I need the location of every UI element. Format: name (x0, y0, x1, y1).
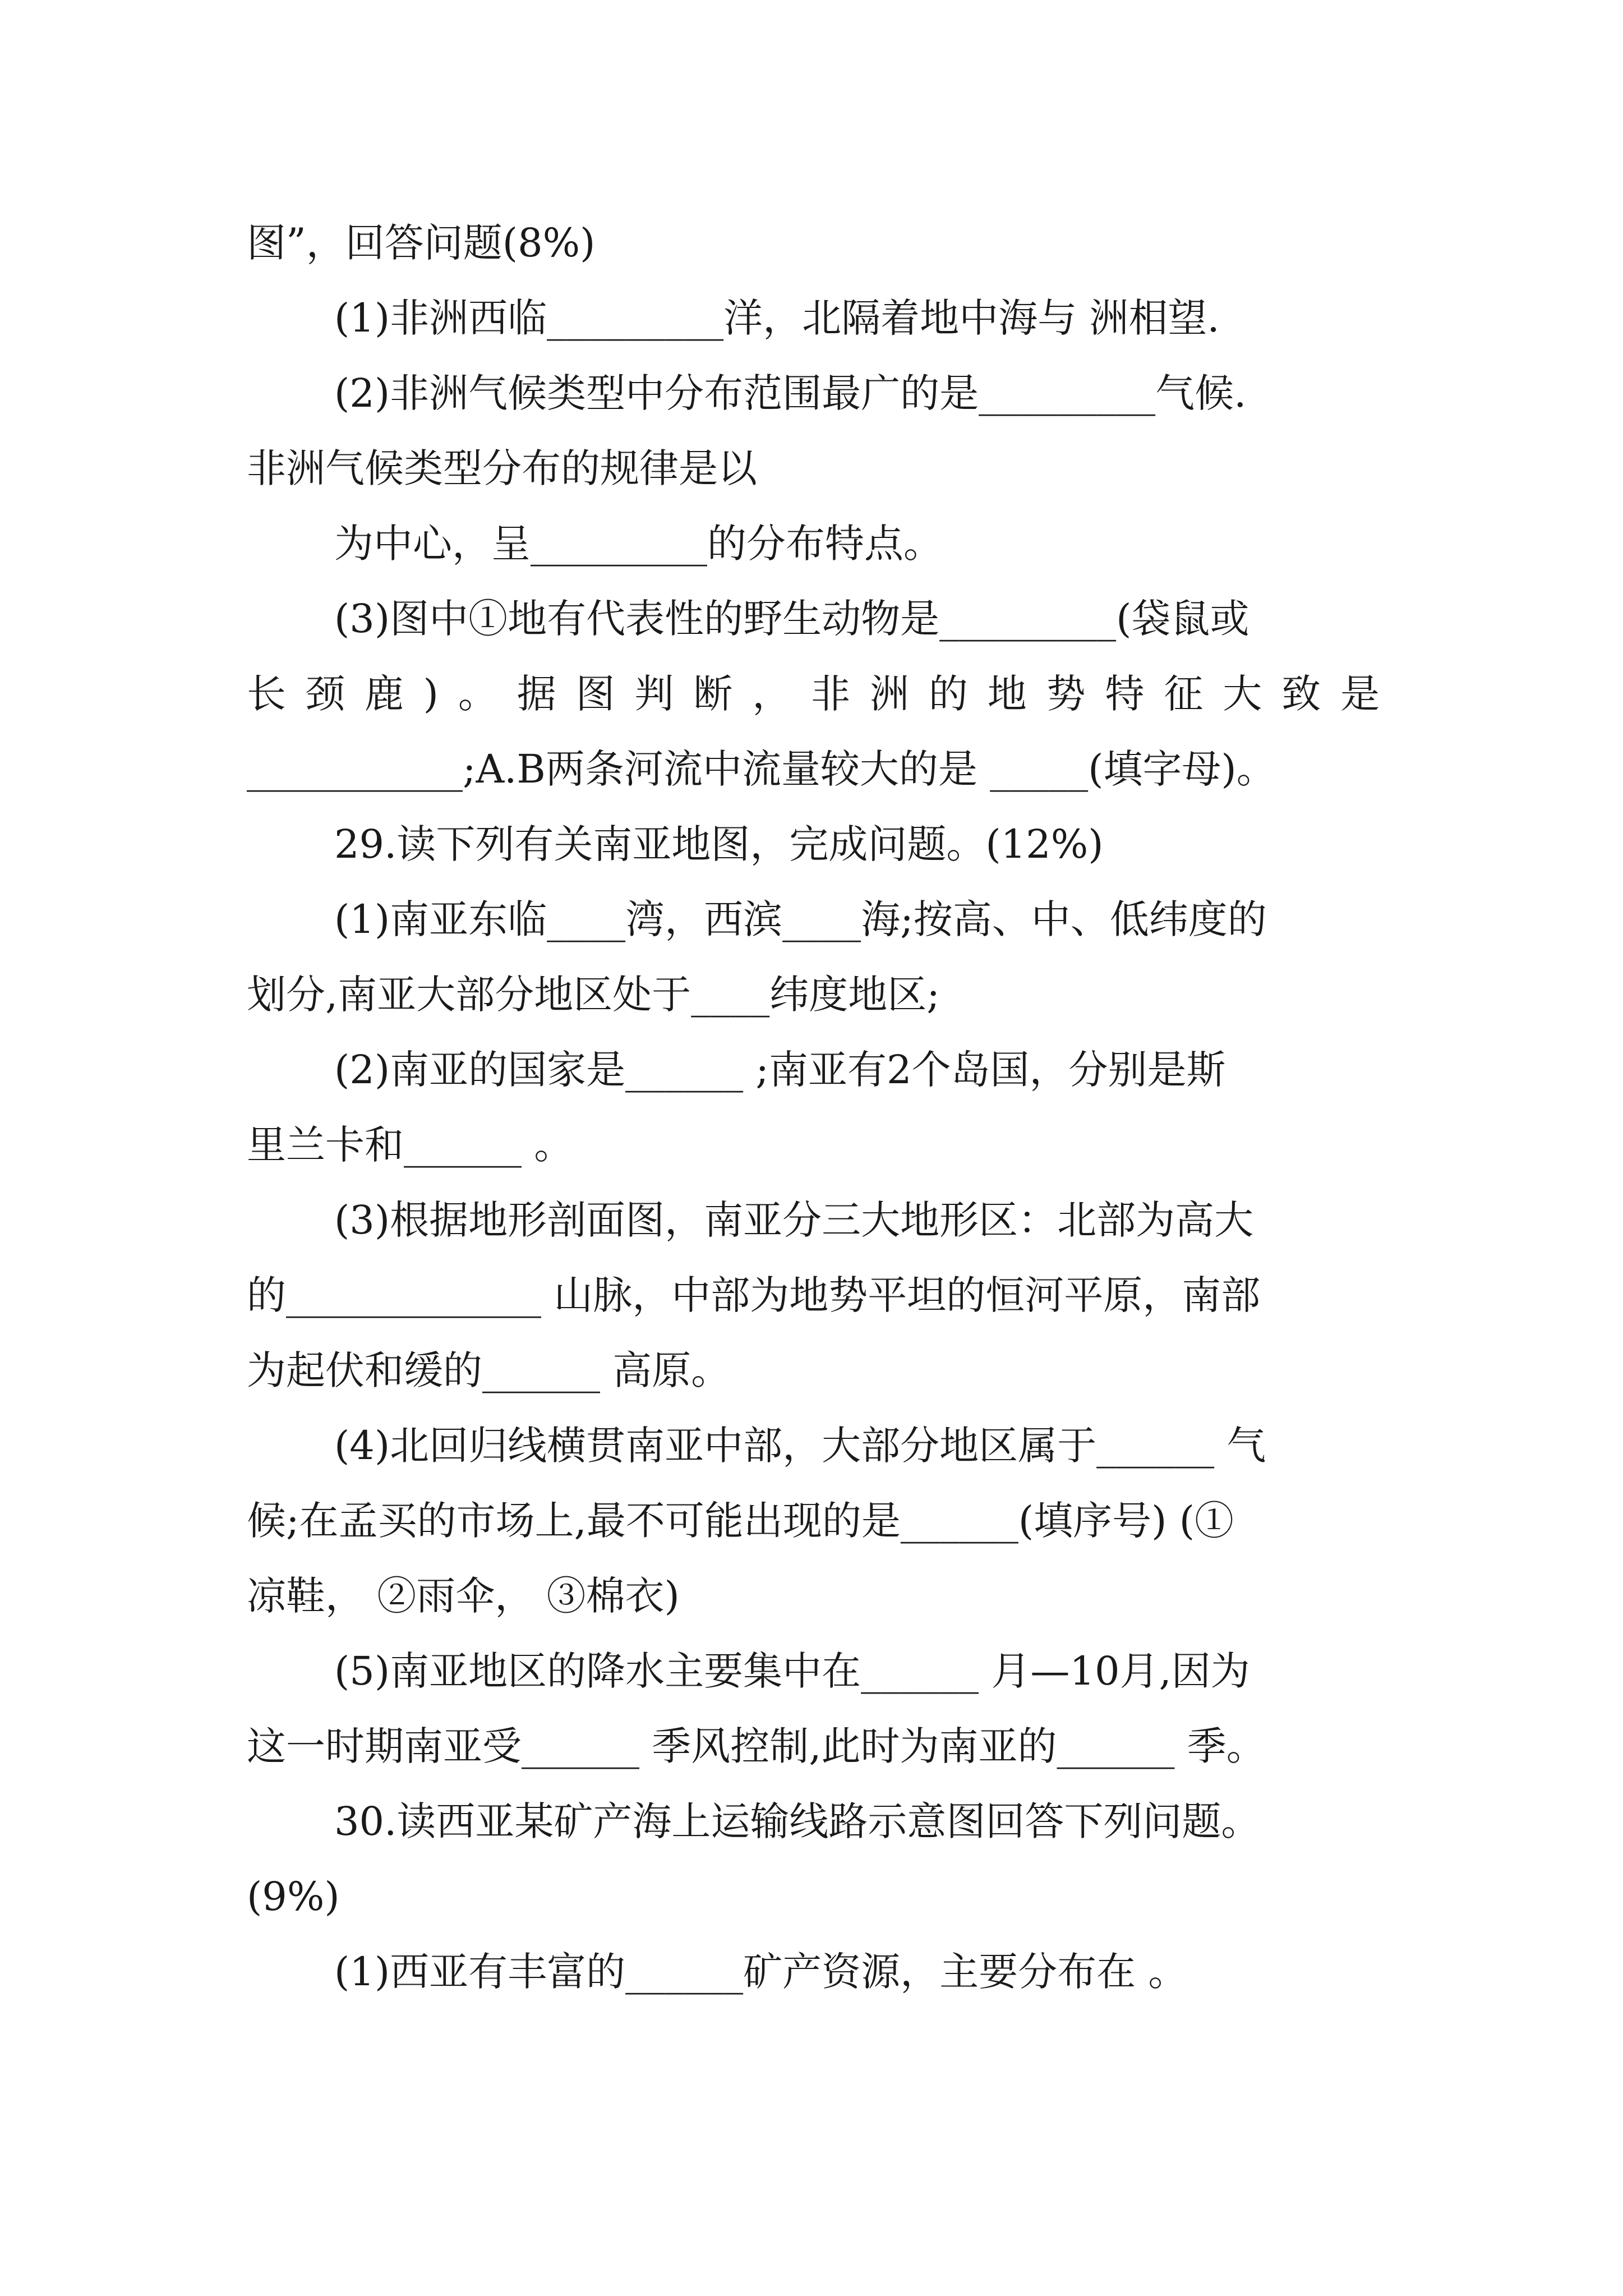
question-30-1-line: (1)西亚有丰富的______矿产资源，主要分布在 。 (334, 1949, 1188, 1995)
text-line: 里兰卡和______ 。 (247, 1122, 574, 1168)
text-line: 为中心，呈_________的分布特点。 (334, 521, 943, 567)
question-1-blank-line: (1)非洲西临_________洋，北隔着地中海与 洲相望. (334, 295, 1220, 341)
question-29-2-line: (2)南亚的国家是______ ;南亚有2个岛国，分别是斯 (334, 1047, 1226, 1093)
text-line: 为起伏和缓的______ 高原。 (247, 1347, 731, 1393)
question-29-5-line: (5)南亚地区的降水主要集中在______ 月—10月,因为 (334, 1648, 1250, 1694)
question-29-4-line: (4)北回归线横贯南亚中部，大部分地区属于______ 气 (334, 1423, 1266, 1469)
question-30-heading: 30.读西亚某矿产海上运输线路示意图回答下列问题。 (334, 1798, 1261, 1844)
text-line: 划分,南亚大部分地区处于____纬度地区; (247, 972, 940, 1018)
text-line: 候;在孟买的市场上,最不可能出现的是______(填序号) (① (247, 1498, 1234, 1544)
question-29-1-line: (1)南亚东临____湾，西滨____海;按高、中、低纬度的 (334, 896, 1267, 942)
question-3-blank-line: (3)图中①地有代表性的野生动物是_________(袋鼠或 (334, 596, 1249, 642)
text-line: 图”，回答问题(8%) (247, 220, 596, 266)
text-line: 的_____________ 山脉，中部为地势平坦的恒河平原，南部 (247, 1272, 1261, 1318)
text-line: 长颈鹿)。据图判断，非洲的地势特征大致是 (247, 671, 1380, 717)
question-29-heading: 29.读下列有关南亚地图，完成问题。(12%) (334, 821, 1104, 867)
text-line: (9%) (247, 1874, 340, 1920)
text-line: 凉鞋， ②雨伞， ③棉衣) (247, 1573, 680, 1619)
question-2-blank-line: (2)非洲气候类型中分布范围最广的是_________气候. (334, 370, 1247, 416)
text-line: ___________;A.B两条河流中流量较大的是 _____(填字母)。 (247, 746, 1276, 792)
question-29-3-line: (3)根据地形剖面图，南亚分三大地形区：北部为高大 (334, 1197, 1254, 1243)
text-line: 非洲气候类型分布的规律是以 (247, 445, 757, 491)
text-line: 这一时期南亚受______ 季风控制,此时为南亚的______ 季。 (247, 1723, 1266, 1769)
